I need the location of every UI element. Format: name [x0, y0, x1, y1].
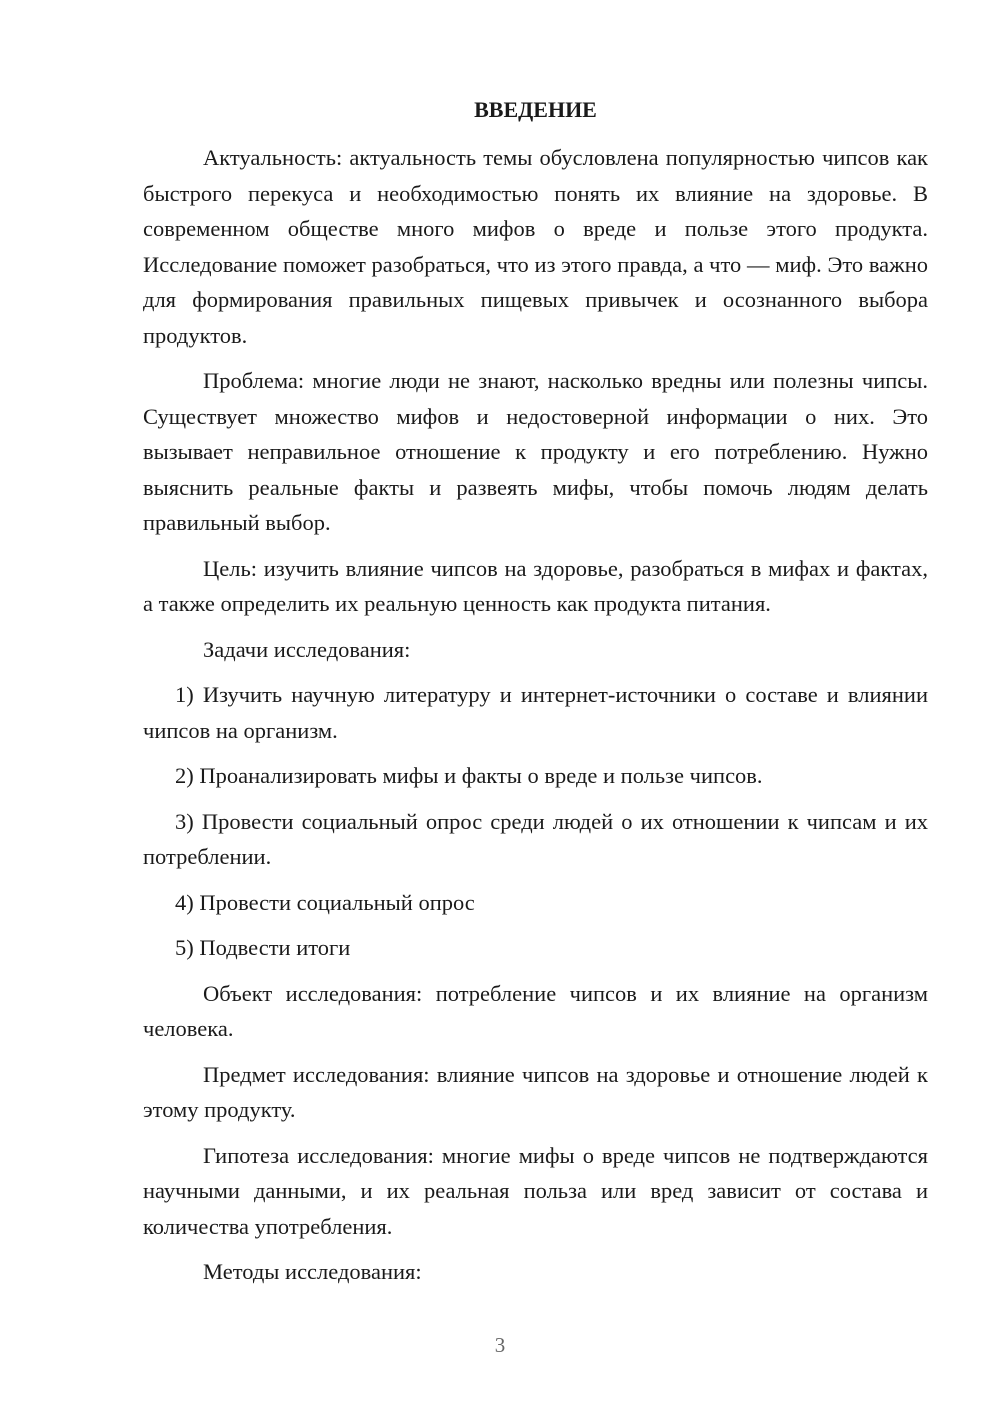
- task-item-2: 2) Проанализировать мифы и факты о вреде и пользе чипсов.: [175, 763, 763, 788]
- problem-paragraph: Проблема: многие люди не знают, насколько вредны или полезны чипсы. Существует множество мифов и недостоверной информации о них. Это вызывает неправильное отношение к продукту и его потреблению. Нужно выяснить реальные факты и развеять мифы, чтобы помочь людям делать правильный выбор.: [143, 368, 928, 535]
- section-heading: ВВЕДЕНИЕ: [474, 97, 597, 122]
- object-paragraph: Объект исследования: потребление чипсов и их влияние на организм человека.: [143, 980, 928, 1041]
- task-item-3: 3) Провести социальный опрос среди людей о их отношении к чипсам и их потреблении.: [143, 808, 928, 869]
- hypothesis-paragraph: Гипотеза исследования: многие мифы о вреде чипсов не подтверждаются научными данными, и их реальная польза или вред зависит от состава и количества употребления.: [143, 1142, 928, 1239]
- tasks-heading: Задачи исследования:: [203, 636, 411, 662]
- task-item-5: 5) Подвести итоги: [175, 935, 351, 960]
- relevance-paragraph: Актуальность: актуальность темы обусловлена популярностью чипсов как быстрого перекуса и необходимостью понять их влияние на здоровье. В современном обществе много мифов о вреде и пользе этого продукта. Исследование поможет разобраться, что из этого правда, а что — миф. Это важно для формирования правильных пищевых привычек и осознанного выбора продуктов.: [143, 145, 928, 348]
- goal-paragraph: Цель: изучить влияние чипсов на здоровье, разобраться в мифах и фактах, а также определить их реальную ценность как продукта питания.: [143, 555, 928, 616]
- page-number: 3: [494, 1333, 506, 1357]
- task-item-4: 4) Провести социальный опрос: [175, 889, 475, 915]
- methods-heading: Методы исследования:: [203, 1259, 422, 1284]
- subject-paragraph: Предмет исследования: влияние чипсов на здоровье и отношение людей к этому продукту.: [143, 1061, 928, 1122]
- task-item-1: 1) Изучить научную литературу и интернет-источники о составе и влиянии чипсов на организм.: [143, 682, 928, 743]
- document-page: [143, 92, 928, 1300]
